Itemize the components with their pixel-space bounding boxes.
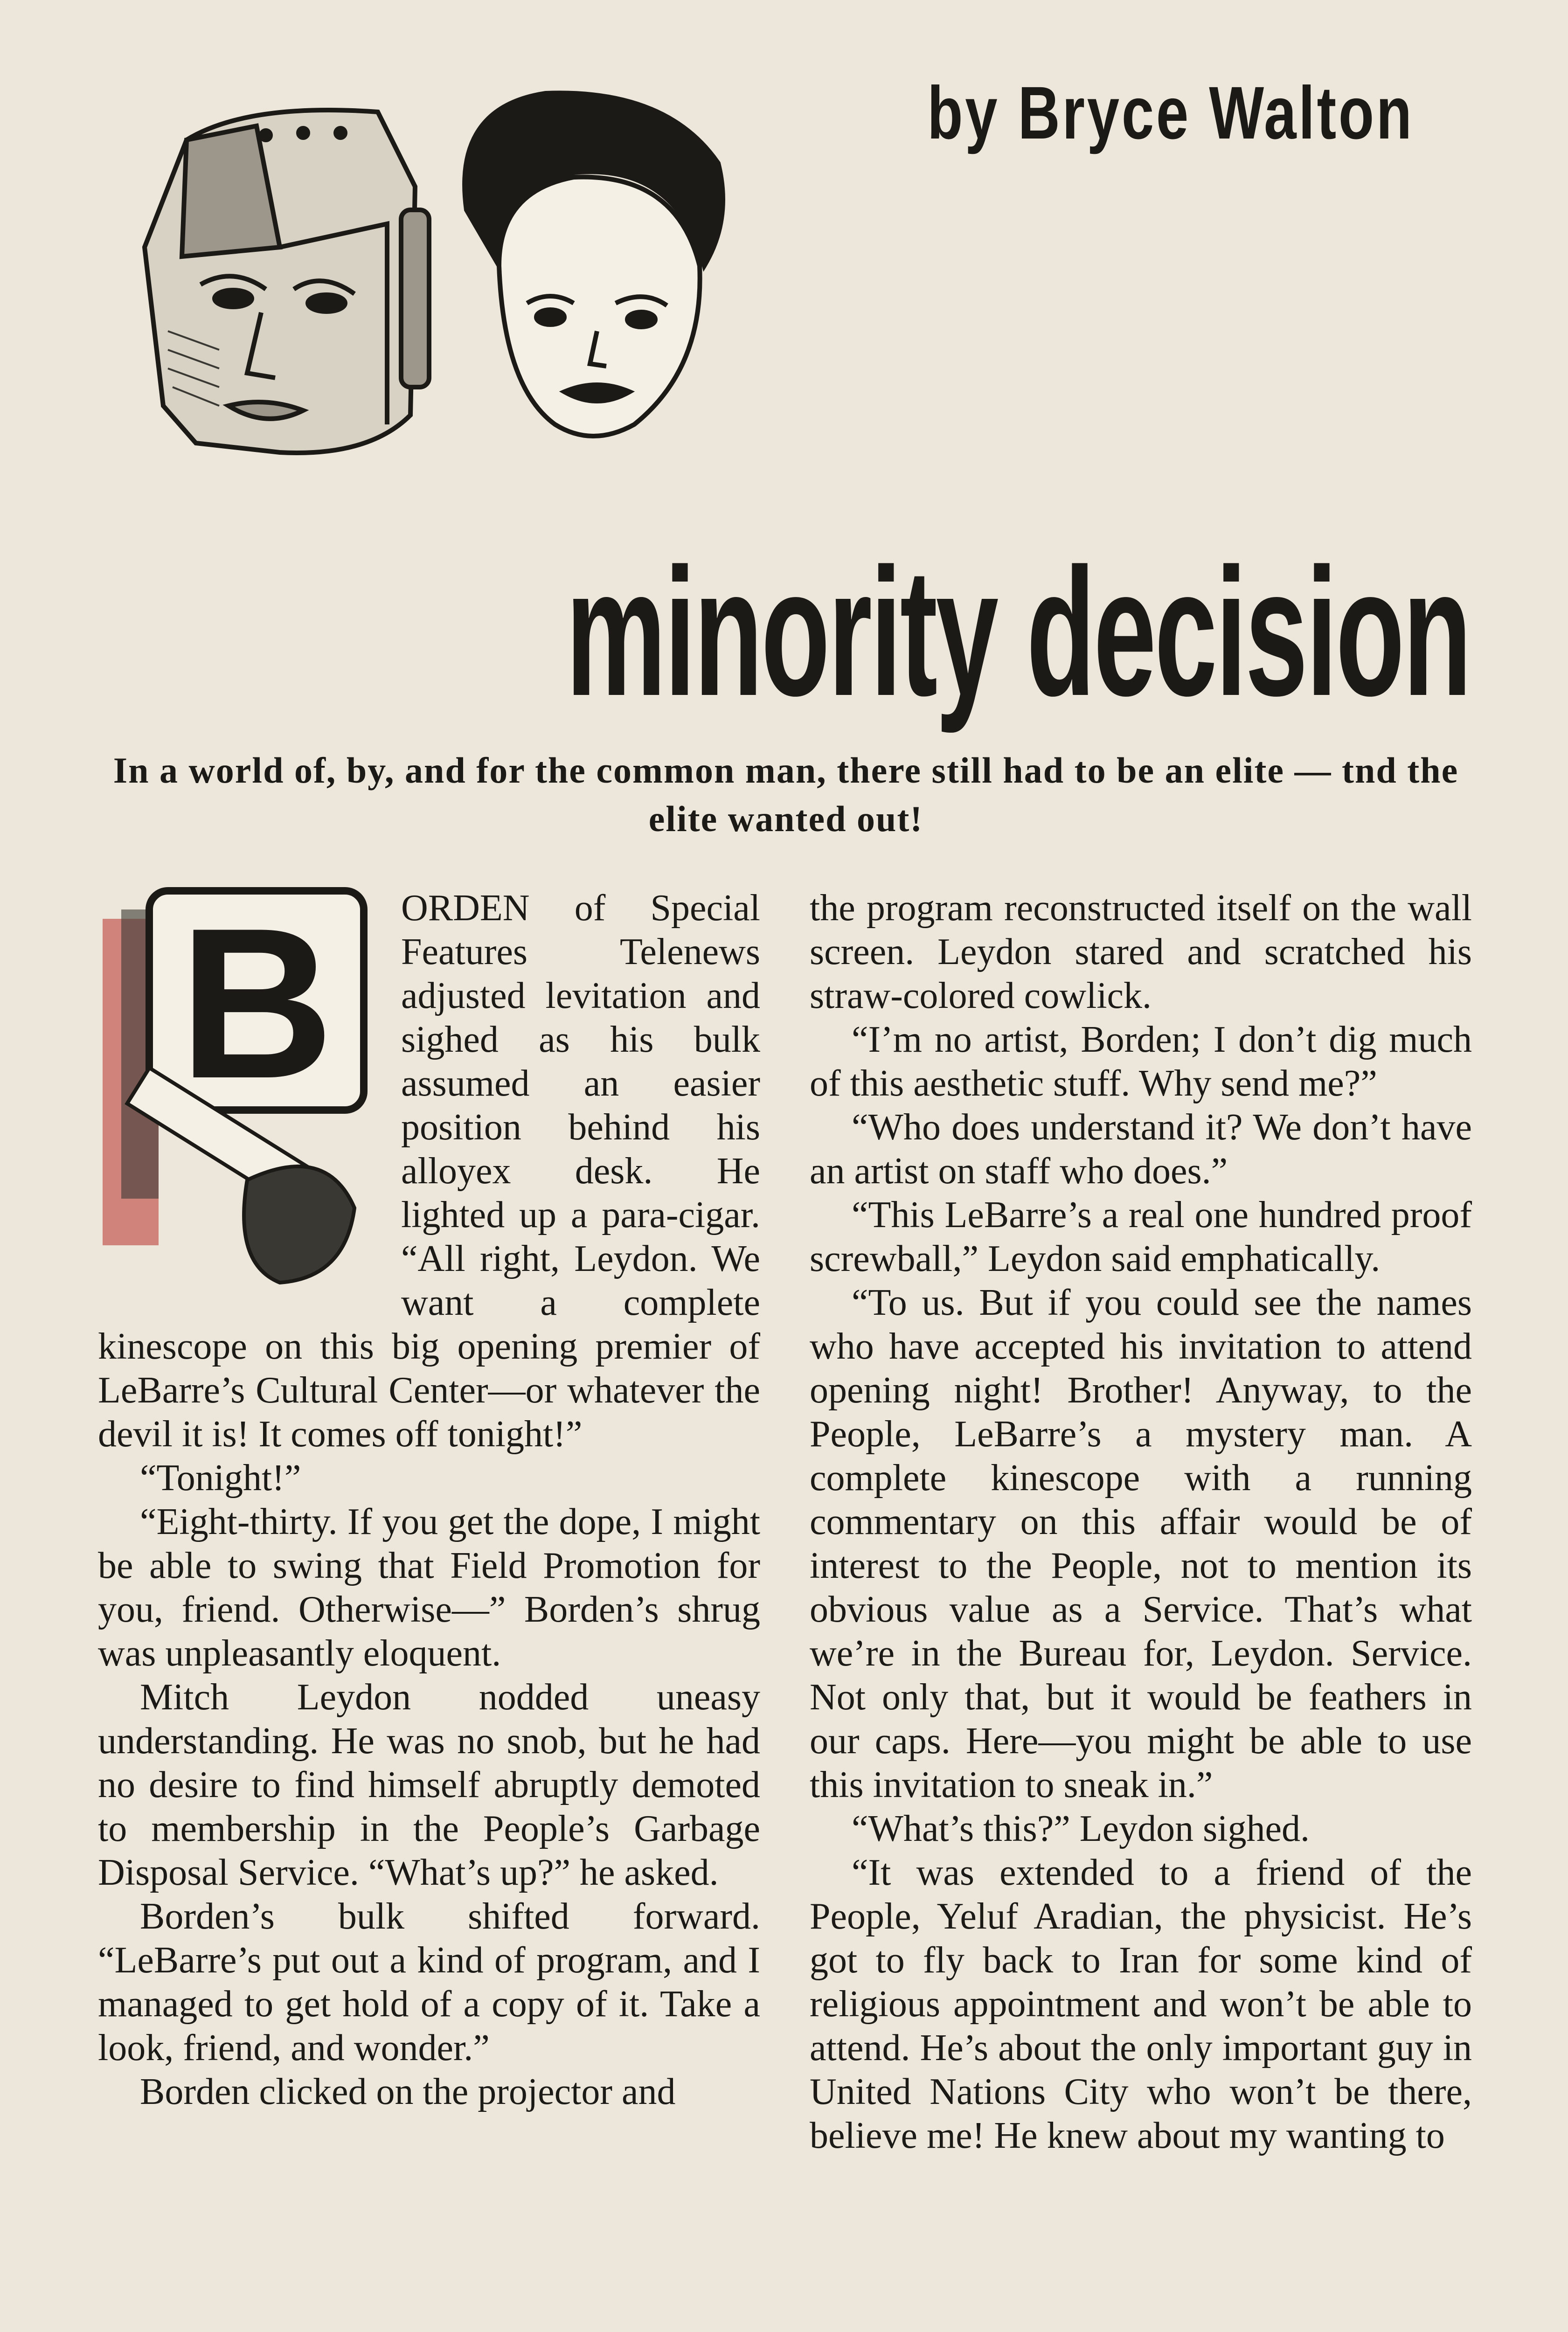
svg-text:B: B — [179, 884, 334, 1123]
paragraph: “Tonight!” — [140, 1458, 301, 1499]
robot-head-icon — [145, 110, 429, 453]
paragraph: “I’m no artist, Borden; I don’t dig much of this aesthetic stuff. Why send me?” — [810, 1019, 1472, 1104]
woman-head-icon — [465, 93, 723, 436]
story-subtitle: In a world of, by, and for the common man, there still had to be an elite — tnd the elite wanted out! — [113, 750, 1459, 839]
paragraph: Mitch Leydon nodded uneasy understanding. He was no snob, but he had no desire to find himself abruptly demoted to membership in the People’s Garbage Disposal Service. “What’s up?” he asked. — [98, 1677, 760, 1893]
paragraph: “Eight-thirty. If you get the dope, I might be able to swing that Field Promotion for you, friend. Otherwise—” Borden’s shrug was unpleasantly eloquent. — [98, 1501, 760, 1674]
paragraph: Borden’s bulk shifted forward. “LeBarre’s put out a kind of program, and I managed to get hold of a copy of it. Take a look, friend, and wonder.” — [98, 1896, 760, 2068]
dropcap-b-illustration — [93, 881, 382, 1301]
story-title: minority decision — [566, 530, 1470, 734]
right-column — [810, 886, 1472, 2158]
paragraph: “To us. But if you could see the names who have accepted his invitation to attend opening night! Brother! Anyway, to the People, LeBarre’s a mystery man. A complete kinescope with a running commentary on this affair would be of interest to the People, not to mention its obvious value as a Service. That’s what we’re in the Bureau for, Leydon. Service. Not only that, but it would be feathers in our caps. Here—you might be able to use this invitation to sneak in.” — [810, 1282, 1472, 1805]
paragraph: ORDEN of Special Features Telenews adjusted levitation and sighed as his bulk assumed an easier position behind his alloyex desk. He lighted up a para-cigar. “All right, Leydon. We want a complete kinescope on this big opening premier of LeBarre’s Cultural Center—or whatever the devil it is! It comes off tonight!” — [98, 888, 760, 1455]
robot-and-woman-illustration — [126, 70, 751, 480]
left-column — [98, 886, 760, 2114]
byline: by Bryce Walton — [927, 71, 1414, 154]
paragraph: “It was extended to a friend of the People, Yeluf Aradian, the physicist. He’s got to fly back to Iran for some kind of religious appointment and won’t be able to attend. He’s about the only important guy in United Nations City who won’t be there, believe me! He knew about my wanting to — [810, 1852, 1472, 2156]
paragraph: Borden clicked on the projector and — [140, 2071, 676, 2112]
paragraph: “Who does understand it? We don’t have an artist on staff who does.” — [810, 1107, 1472, 1192]
paragraph: “What’s this?” Leydon sighed. — [852, 1808, 1310, 1849]
paragraph: the program reconstructed itself on the wall screen. Leydon stared and scratched his straw-colored cowlick. — [810, 888, 1472, 1016]
paragraph: “This LeBarre’s a real one hundred proof screwball,” Leydon said emphatically. — [810, 1194, 1472, 1279]
